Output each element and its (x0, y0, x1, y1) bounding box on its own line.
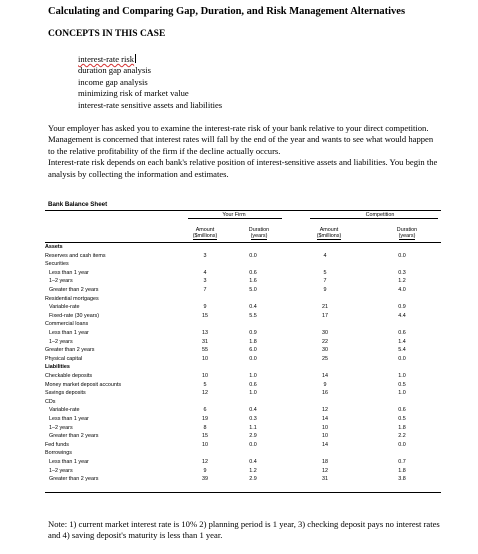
row-label: Liabilities (45, 364, 70, 371)
table-row (45, 296, 441, 303)
cell-value: 5.0 (249, 287, 257, 293)
body-text (48, 123, 440, 180)
cell-value: 14 (322, 441, 328, 448)
row-label: Reserves and cash items (45, 252, 106, 259)
cell-value: 1.2 (249, 467, 257, 474)
cell-value: 9 (203, 304, 207, 311)
cell-value: 6 (203, 407, 207, 414)
table-row (45, 287, 441, 294)
cell-value: 0.4 (249, 304, 257, 311)
column-header-amount: Amount ($millions) (316, 227, 342, 240)
concept-item: duration gap analysis (78, 65, 152, 76)
cell-value: 16 (322, 390, 328, 397)
table-row (45, 468, 441, 475)
row-label: CDs (45, 398, 56, 405)
cell-value: 0.5 (398, 381, 406, 388)
row-label: 1–2 years (49, 278, 73, 285)
concept-item: interest-rate sensitive assets and liabilities (78, 99, 223, 110)
concept-item: income gap analysis (78, 76, 148, 87)
column-header-amount: Amount ($millions) (192, 227, 218, 240)
table-row (45, 390, 441, 397)
cell-value: 18 (322, 459, 328, 465)
cell-value: 1.0 (249, 373, 257, 379)
concept-item[interactable] (78, 54, 222, 65)
cell-value: 0.0 (398, 355, 406, 362)
paragraph: Interest-rate risk depends on each bank's relative position of interest-sensitive assets and liabilities. You begin the analysis by collecting the information and estimates. (48, 157, 438, 179)
column-header-duration: Duration (years) (396, 227, 418, 240)
cell-value: 6.0 (249, 347, 257, 354)
cell-value: 0.0 (398, 252, 406, 259)
table-row (45, 261, 441, 268)
row-label: Greater than 2 years (49, 287, 99, 293)
row-label: Greater than 2 years (49, 476, 99, 483)
cell-value: 0.3 (249, 416, 257, 422)
cell-value: 4.4 (398, 312, 406, 319)
row-label: Securities (45, 261, 69, 268)
table-row (45, 442, 441, 449)
cell-value: 0.6 (249, 269, 257, 276)
row-label: Assets (45, 244, 63, 250)
table-top-rule (45, 210, 441, 211)
table-row (45, 339, 441, 346)
cell-value: 8 (203, 424, 207, 431)
cell-value: 9 (323, 287, 327, 293)
cell-value: 5.4 (398, 347, 406, 354)
table-row (45, 382, 441, 389)
table-row (45, 407, 441, 414)
cell-value: 1.8 (398, 467, 406, 474)
cell-value: 0.6 (398, 407, 406, 414)
table-row (45, 347, 441, 354)
text-cursor (135, 54, 136, 63)
row-label: Physical capital (45, 355, 83, 362)
group-underline (188, 218, 282, 219)
cell-value: 12 (202, 459, 208, 465)
row-label: Checkable deposits (45, 373, 93, 379)
concept-text: interest-rate risk (78, 54, 135, 64)
cell-value: 4 (323, 252, 327, 259)
balance-sheet-title: Bank Balance Sheet (48, 201, 108, 208)
cell-value: 10 (322, 433, 328, 440)
table-row (45, 321, 441, 328)
cell-value: 13 (202, 330, 208, 336)
table-row (45, 399, 441, 406)
row-label: Fed funds (45, 441, 69, 448)
cell-value: 1.6 (249, 278, 257, 285)
cell-value: 1.4 (398, 338, 406, 345)
cell-value: 15 (202, 312, 208, 319)
column-header-duration: Duration (years) (248, 227, 270, 240)
cell-value: 0.5 (398, 416, 406, 422)
cell-value: 0.7 (398, 459, 406, 465)
cell-value: 1.0 (398, 373, 406, 379)
cell-value: 0.4 (249, 407, 257, 414)
cell-value: 2.9 (249, 433, 257, 440)
cell-value: 21 (322, 304, 328, 311)
row-label: Greater than 2 years (45, 347, 95, 354)
row-label: Less than 1 year (49, 416, 89, 422)
row-label: Residential mortgages (45, 295, 99, 302)
cell-value: 1.1 (249, 424, 257, 431)
row-label: 1–2 years (49, 338, 73, 345)
table-row (45, 373, 441, 380)
cell-value: 19 (202, 416, 208, 422)
footnote: Note: 1) current market interest rate is 10% 2) planning period is 1 year, 3) checking deposit pays no interest rates and 4) saving deposit's maturity is less than 1 year. (48, 519, 440, 541)
cell-value: 25 (322, 355, 328, 362)
cell-value: 1.2 (398, 278, 406, 285)
cell-value: 0.9 (249, 330, 257, 336)
row-label: Savings deposits (45, 390, 86, 397)
cell-value: 31 (202, 338, 208, 345)
table-row (45, 304, 441, 311)
paragraph: Your employer has asked you to examine the interest-rate risk of your bank relative to your direct competition. Management is concerned that interest rates will fall by the end of the year and wants to see what would happen to the relative profitability of the firm if the decline actually occurs. (48, 123, 434, 156)
cell-value: 10 (202, 441, 208, 448)
table-row (45, 253, 441, 260)
section-heading: CONCEPTS IN THIS CASE (48, 29, 166, 39)
table-row (45, 450, 441, 457)
row-label: Greater than 2 years (49, 433, 99, 440)
concept-item: minimizing risk of market value (78, 88, 189, 99)
row-label: Borrowings (45, 450, 72, 457)
document-title: Calculating and Comparing Gap, Duration, and Risk Management Alternatives (48, 6, 406, 17)
cell-value: 30 (322, 347, 328, 354)
cell-value: 1.8 (398, 424, 406, 431)
table-row (45, 425, 441, 432)
cell-value: 7 (323, 278, 327, 285)
cell-value: 12 (202, 390, 208, 397)
cell-value: 7 (203, 287, 207, 293)
table-row (45, 459, 441, 466)
section-row (45, 364, 441, 371)
cell-value: 5 (323, 269, 327, 276)
cell-value: 22 (322, 338, 328, 345)
row-label: Less than 1 year (49, 330, 89, 336)
cell-value: 3.8 (398, 476, 406, 483)
table-bottom-rule (45, 492, 441, 493)
row-label: Commercial loans (45, 321, 89, 328)
cell-value: 0.0 (249, 252, 257, 259)
cell-value: 2.9 (249, 476, 257, 483)
cell-value: 30 (322, 330, 328, 336)
cell-value: 4.0 (398, 287, 406, 293)
cell-value: 39 (202, 476, 208, 483)
row-label: Less than 1 year (49, 269, 89, 276)
cell-value: 17 (322, 312, 328, 319)
cell-value: 1.8 (249, 338, 257, 345)
cell-value: 0.6 (398, 330, 406, 336)
cell-value: 12 (322, 467, 328, 474)
cell-value: 0.3 (398, 269, 406, 276)
cell-value: 10 (202, 355, 208, 362)
table-row (45, 330, 441, 337)
table-row (45, 270, 441, 277)
table-row (45, 313, 441, 320)
cell-value: 1.0 (249, 390, 257, 397)
table-row (45, 416, 441, 423)
cell-value: 0.0 (398, 441, 406, 448)
cell-value: 15 (202, 433, 208, 440)
concepts-list (78, 54, 222, 111)
cell-value: 12 (322, 407, 328, 414)
table-row (45, 476, 441, 483)
group-header-your-firm: Your Firm (222, 212, 246, 218)
cell-value: 3 (203, 252, 207, 259)
cell-value: 0.4 (249, 459, 257, 465)
row-label: 1–2 years (49, 424, 73, 431)
cell-value: 3 (203, 278, 207, 285)
table-row (45, 433, 441, 440)
cell-value: 0.0 (249, 441, 257, 448)
row-label: Variable-rate (49, 304, 80, 311)
cell-value: 9 (203, 467, 207, 474)
cell-value: 5 (203, 381, 207, 388)
cell-value: 9 (323, 381, 327, 388)
table-row (45, 356, 441, 363)
cell-value: 0.0 (249, 355, 257, 362)
group-header-competition: Competition (365, 212, 395, 218)
cell-value: 0.6 (249, 381, 257, 388)
cell-value: 31 (322, 476, 328, 483)
cell-value: 2.2 (398, 433, 406, 440)
cell-value: 5.5 (249, 312, 257, 319)
cell-value: 14 (322, 373, 328, 379)
cell-value: 1.0 (398, 390, 406, 397)
row-label: Less than 1 year (49, 459, 89, 465)
cell-value: 10 (322, 424, 328, 431)
cell-value: 55 (202, 347, 208, 354)
row-label: Fixed-rate (30 years) (49, 312, 100, 319)
cell-value: 14 (322, 416, 328, 422)
cell-value: 10 (202, 373, 208, 379)
group-underline (310, 218, 438, 219)
row-label: 1–2 years (49, 467, 73, 474)
section-row (45, 244, 441, 251)
header-rule (45, 242, 441, 243)
row-label: Variable-rate (49, 407, 80, 414)
table-row (45, 278, 441, 285)
cell-value: 0.9 (398, 304, 406, 311)
row-label: Money market deposit accounts (45, 381, 122, 388)
cell-value: 4 (203, 269, 207, 276)
